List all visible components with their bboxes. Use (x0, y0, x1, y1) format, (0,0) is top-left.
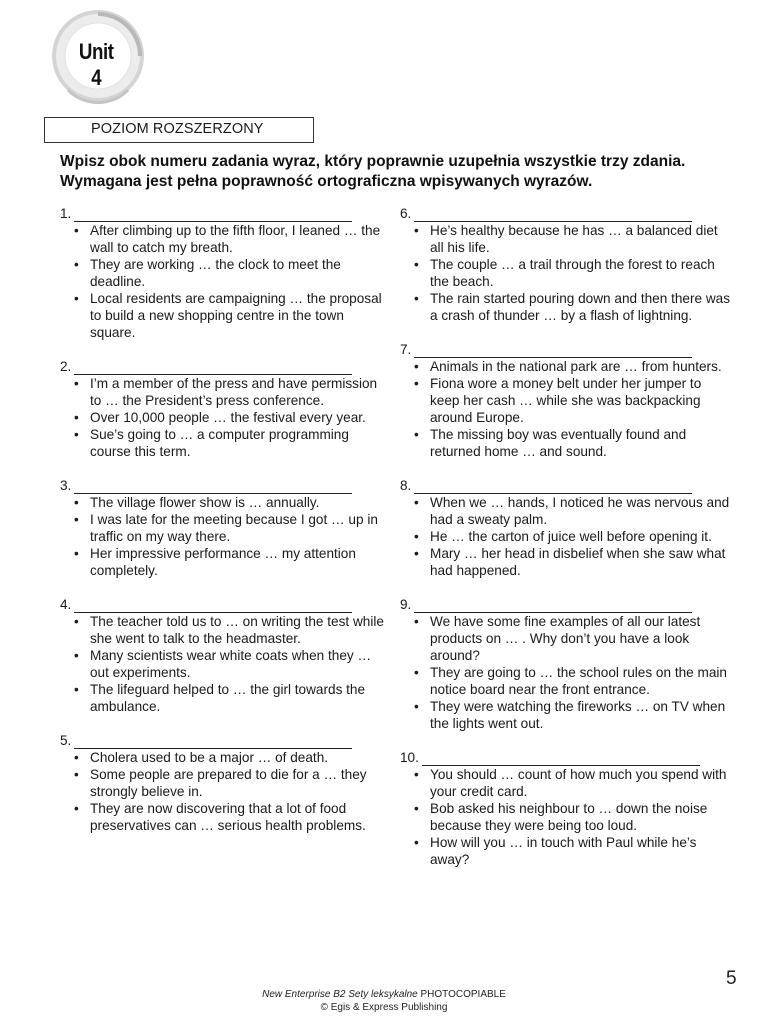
sentence-list (400, 766, 730, 868)
task-6 (400, 205, 730, 324)
tasks-column-right (400, 205, 730, 868)
sentence-item: • The teacher told us to … on writing the test while she went to talk to the headmaster. (74, 613, 390, 647)
sentence-list (60, 749, 390, 834)
instructions-line-1: Wpisz obok numeru zadania wyraz, który poprawnie uzupełnia wszystkie trzy zdania. (60, 153, 686, 170)
task-5 (60, 732, 390, 834)
task-number: 8. (400, 478, 412, 493)
sentence-list (400, 613, 730, 732)
sentence-item: • The couple … a trail through the forest to reach the beach. (414, 256, 730, 290)
footer-book-title: New Enterprise B2 Sety leksykalne (262, 989, 418, 1000)
task-7 (400, 341, 730, 460)
sentence-item: • Her impressive performance … my attention completely. (74, 545, 390, 579)
sentence-item: • Local residents are campaigning … the proposal to build a new shopping centre in the town square. (74, 290, 390, 341)
answer-blank[interactable] (74, 736, 352, 749)
task-number: 10. (400, 750, 419, 765)
task-header (60, 477, 390, 494)
sentence-item: • They are going to … the school rules on the main notice board near the front entrance. (414, 664, 730, 698)
sentence-item: • He … the carton of juice well before opening it. (414, 528, 730, 545)
sentence-item: • When we … hands, I noticed he was nervous and had a sweaty palm. (414, 494, 730, 528)
task-header (400, 596, 730, 613)
sentence-item: • Animals in the national park are … from hunters. (414, 358, 730, 375)
tasks-column-left (60, 205, 390, 834)
task-number: 2. (60, 359, 72, 374)
task-1 (60, 205, 390, 341)
footer (0, 988, 768, 1014)
sentence-item: • Some people are prepared to die for a … they strongly believe in. (74, 766, 390, 800)
answer-blank[interactable] (414, 600, 692, 613)
instructions (60, 152, 750, 192)
task-8 (400, 477, 730, 579)
task-number: 6. (400, 206, 412, 221)
task-number: 9. (400, 597, 412, 612)
sentence-item: • Sue’s going to … a computer programming course this term. (74, 426, 390, 460)
sentence-item: • You should … count of how much you spend with your credit card. (414, 766, 730, 800)
task-number: 1. (60, 206, 72, 221)
task-header (400, 477, 730, 494)
footer-line-1 (0, 988, 768, 1001)
sentence-list (400, 222, 730, 324)
sentence-item: • They are working … the clock to meet the deadline. (74, 256, 390, 290)
sentence-item: • They are now discovering that a lot of food preservatives can … serious health problems. (74, 800, 390, 834)
sentence-list (60, 613, 390, 715)
page-number: 5 (726, 968, 737, 989)
sentence-item: • Mary … her head in disbelief when she saw what had happened. (414, 545, 730, 579)
sentence-item: • The missing boy was eventually found and returned home … and sound. (414, 426, 730, 460)
task-header (60, 358, 390, 375)
task-number: 4. (60, 597, 72, 612)
task-2 (60, 358, 390, 460)
footer-copyright: © Egis & Express Publishing (320, 1002, 448, 1013)
sentence-item: • Bob asked his neighbour to … down the noise because they were being too loud. (414, 800, 730, 834)
instructions-line-2: Wymagana jest pełna poprawność ortograficzna wpisywanych wyrazów. (60, 173, 593, 190)
sentence-item: • Over 10,000 people … the festival every year. (74, 409, 390, 426)
answer-blank[interactable] (422, 753, 700, 766)
task-header (400, 205, 730, 222)
sentence-item: • He’s healthy because he has … a balanced diet all his life. (414, 222, 730, 256)
task-4 (60, 596, 390, 715)
sentence-item: • How will you … in touch with Paul while he’s away? (414, 834, 730, 868)
sentence-list (60, 494, 390, 579)
sentence-item: • The lifeguard helped to … the girl towards the ambulance. (74, 681, 390, 715)
sentence-item: • The village flower show is … annually. (74, 494, 390, 511)
task-header (400, 341, 730, 358)
sentence-item: • We have some fine examples of all our latest products on … . Why don’t you have a look around? (414, 613, 730, 664)
answer-blank[interactable] (414, 345, 692, 358)
level-label: POZIOM ROZSZERZONY (91, 121, 264, 137)
sentence-item: • Many scientists wear white coats when they … out experiments. (74, 647, 390, 681)
task-number: 7. (400, 342, 412, 357)
unit-badge (48, 10, 148, 106)
task-header (60, 596, 390, 613)
sentence-list (400, 494, 730, 579)
sentence-item: • After climbing up to the fifth floor, I leaned … the wall to catch my breath. (74, 222, 390, 256)
sentence-item: • The rain started pouring down and then there was a crash of thunder … by a flash of lightning. (414, 290, 730, 324)
task-header (400, 749, 730, 766)
task-header (60, 732, 390, 749)
answer-blank[interactable] (74, 362, 352, 375)
sentence-list (60, 375, 390, 460)
unit-title: Unit 4 (78, 39, 114, 90)
answer-blank[interactable] (74, 481, 352, 494)
task-9 (400, 596, 730, 732)
task-header (60, 205, 390, 222)
task-number: 5. (60, 733, 72, 748)
task-10 (400, 749, 730, 868)
sentence-item: • Fiona wore a money belt under her jumper to keep her cash … while she was backpacking around Europe. (414, 375, 730, 426)
task-3 (60, 477, 390, 579)
sentence-item: • Cholera used to be a major … of death. (74, 749, 390, 766)
sentence-item: • I was late for the meeting because I got … up in traffic on my way there. (74, 511, 390, 545)
answer-blank[interactable] (74, 600, 352, 613)
task-number: 3. (60, 478, 72, 493)
sentence-item: • They were watching the fireworks … on TV when the lights went out. (414, 698, 730, 732)
sentence-item: • I’m a member of the press and have permission to … the President’s press conference. (74, 375, 390, 409)
footer-photocopiable: PHOTOCOPIABLE (420, 989, 506, 1000)
level-box (44, 117, 314, 143)
answer-blank[interactable] (414, 481, 692, 494)
answer-blank[interactable] (414, 209, 692, 222)
sentence-list (400, 358, 730, 460)
sentence-list (60, 222, 390, 341)
answer-blank[interactable] (74, 209, 352, 222)
